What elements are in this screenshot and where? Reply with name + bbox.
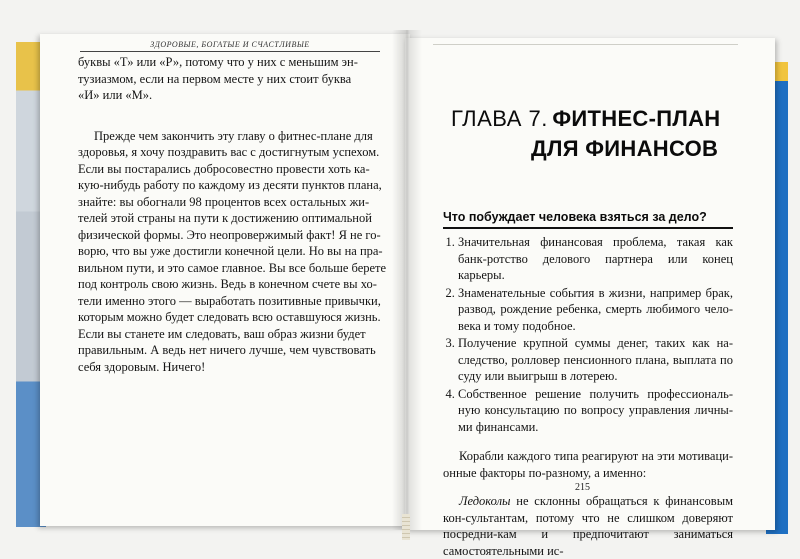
text-line: тузиазмом, если на первом месте у них стоит буква [78, 71, 352, 86]
text-line: Если вы станете им следовать, ваш образ жизни будет [78, 326, 366, 341]
text-line: ворю, что вы уже достигли конечной цели. Но вы на пра- [78, 244, 383, 258]
text-line: тели именно этого — выработать позитивные привычки, [78, 293, 381, 308]
text-line: буквы «Т» или «Р», потому что у них с меньшим эн- [78, 55, 358, 69]
paragraph-rest: не склонны обращаться к финансовым кон-сультантам, потому что не слишком доверяют посредни-кам и предпочитают заниматься самостоятельными ис- [443, 494, 733, 558]
text-line: Прежде чем закончить эту главу о фитнес-плане для [94, 128, 373, 143]
left-page [40, 34, 410, 526]
text-line: правильным. А ведь нет ничего лучше, чем чувствовать [78, 343, 376, 357]
chapter-title-line1: ФИТНЕС-ПЛАН [552, 106, 721, 131]
bookmark-ribbon [402, 514, 410, 540]
chapter-title-line2: ДЛЯ ФИНАНСОВ [531, 136, 719, 161]
text-line: здоровья, я хочу поздравить вас с достигнутым успехом. [78, 145, 380, 159]
right-page [405, 38, 775, 558]
chapter-number: ГЛАВА 7. [451, 106, 548, 131]
right-page-text [443, 234, 733, 559]
left-page-text [78, 54, 388, 375]
text-line: телей этой страны на пути к достижению оптимальной [78, 211, 372, 225]
text-line: себя здоровым. Ничего! [78, 359, 206, 374]
running-head: ЗДОРОВЫЕ, БОГАТЫЕ И СЧАСТЛИВЫЕ [80, 40, 380, 52]
list-item: 4. Собственное решение получить профессиональ-ную консультацию по вопросу управления личны-ми финансами. [458, 386, 733, 436]
text-line: «И» или «М». [78, 88, 153, 102]
header-rule [433, 44, 738, 45]
chapter-heading [451, 106, 751, 162]
text-line: которым можно будет следовать всю оставшуюся жизнь. [78, 310, 381, 324]
page-number: 215 [575, 482, 590, 493]
list-item: 3. Получение крупной суммы денег, таких как на-следство, ролловер пенсионного плана, выплата по суду или выигрыш в лотерею. [458, 335, 733, 385]
text-line: физической формы. Это неопровержимый факт! Я не го- [78, 227, 381, 242]
list-item: 2. Знаменательные события в жизни, например брак, развод, рождение ребенка, смерть любимого чело-века и тому подобное. [458, 285, 733, 335]
motivation-list [443, 234, 733, 435]
emphasis: Ледоколы [459, 494, 511, 508]
book-spine [392, 30, 422, 530]
paragraph [443, 493, 733, 559]
paragraph: Корабли каждого типа реагируют на эти мотиваци-онные факторы по-разному, а именно: [443, 449, 733, 480]
text-line: под контроль свою жизнь. Ведь в конечном счете вы хо- [78, 277, 377, 291]
text-line: знайте: вы обогнали 98 процентов всех остальных жи- [78, 194, 370, 209]
section-heading: Что побуждает человека взяться за дело? [443, 210, 733, 229]
text-line: кую-нибудь работу по каждому из десяти пунктов плана, [78, 178, 382, 192]
text-line: вильном пути, и это самое главное. Вы все больше берете [78, 260, 387, 275]
text-line: Если вы постарались добросовестно провести хоть ка- [78, 161, 370, 176]
list-item: 1. Значительная финансовая проблема, такая как банк-ротство делового партнера или конец карьеры. [458, 234, 733, 284]
